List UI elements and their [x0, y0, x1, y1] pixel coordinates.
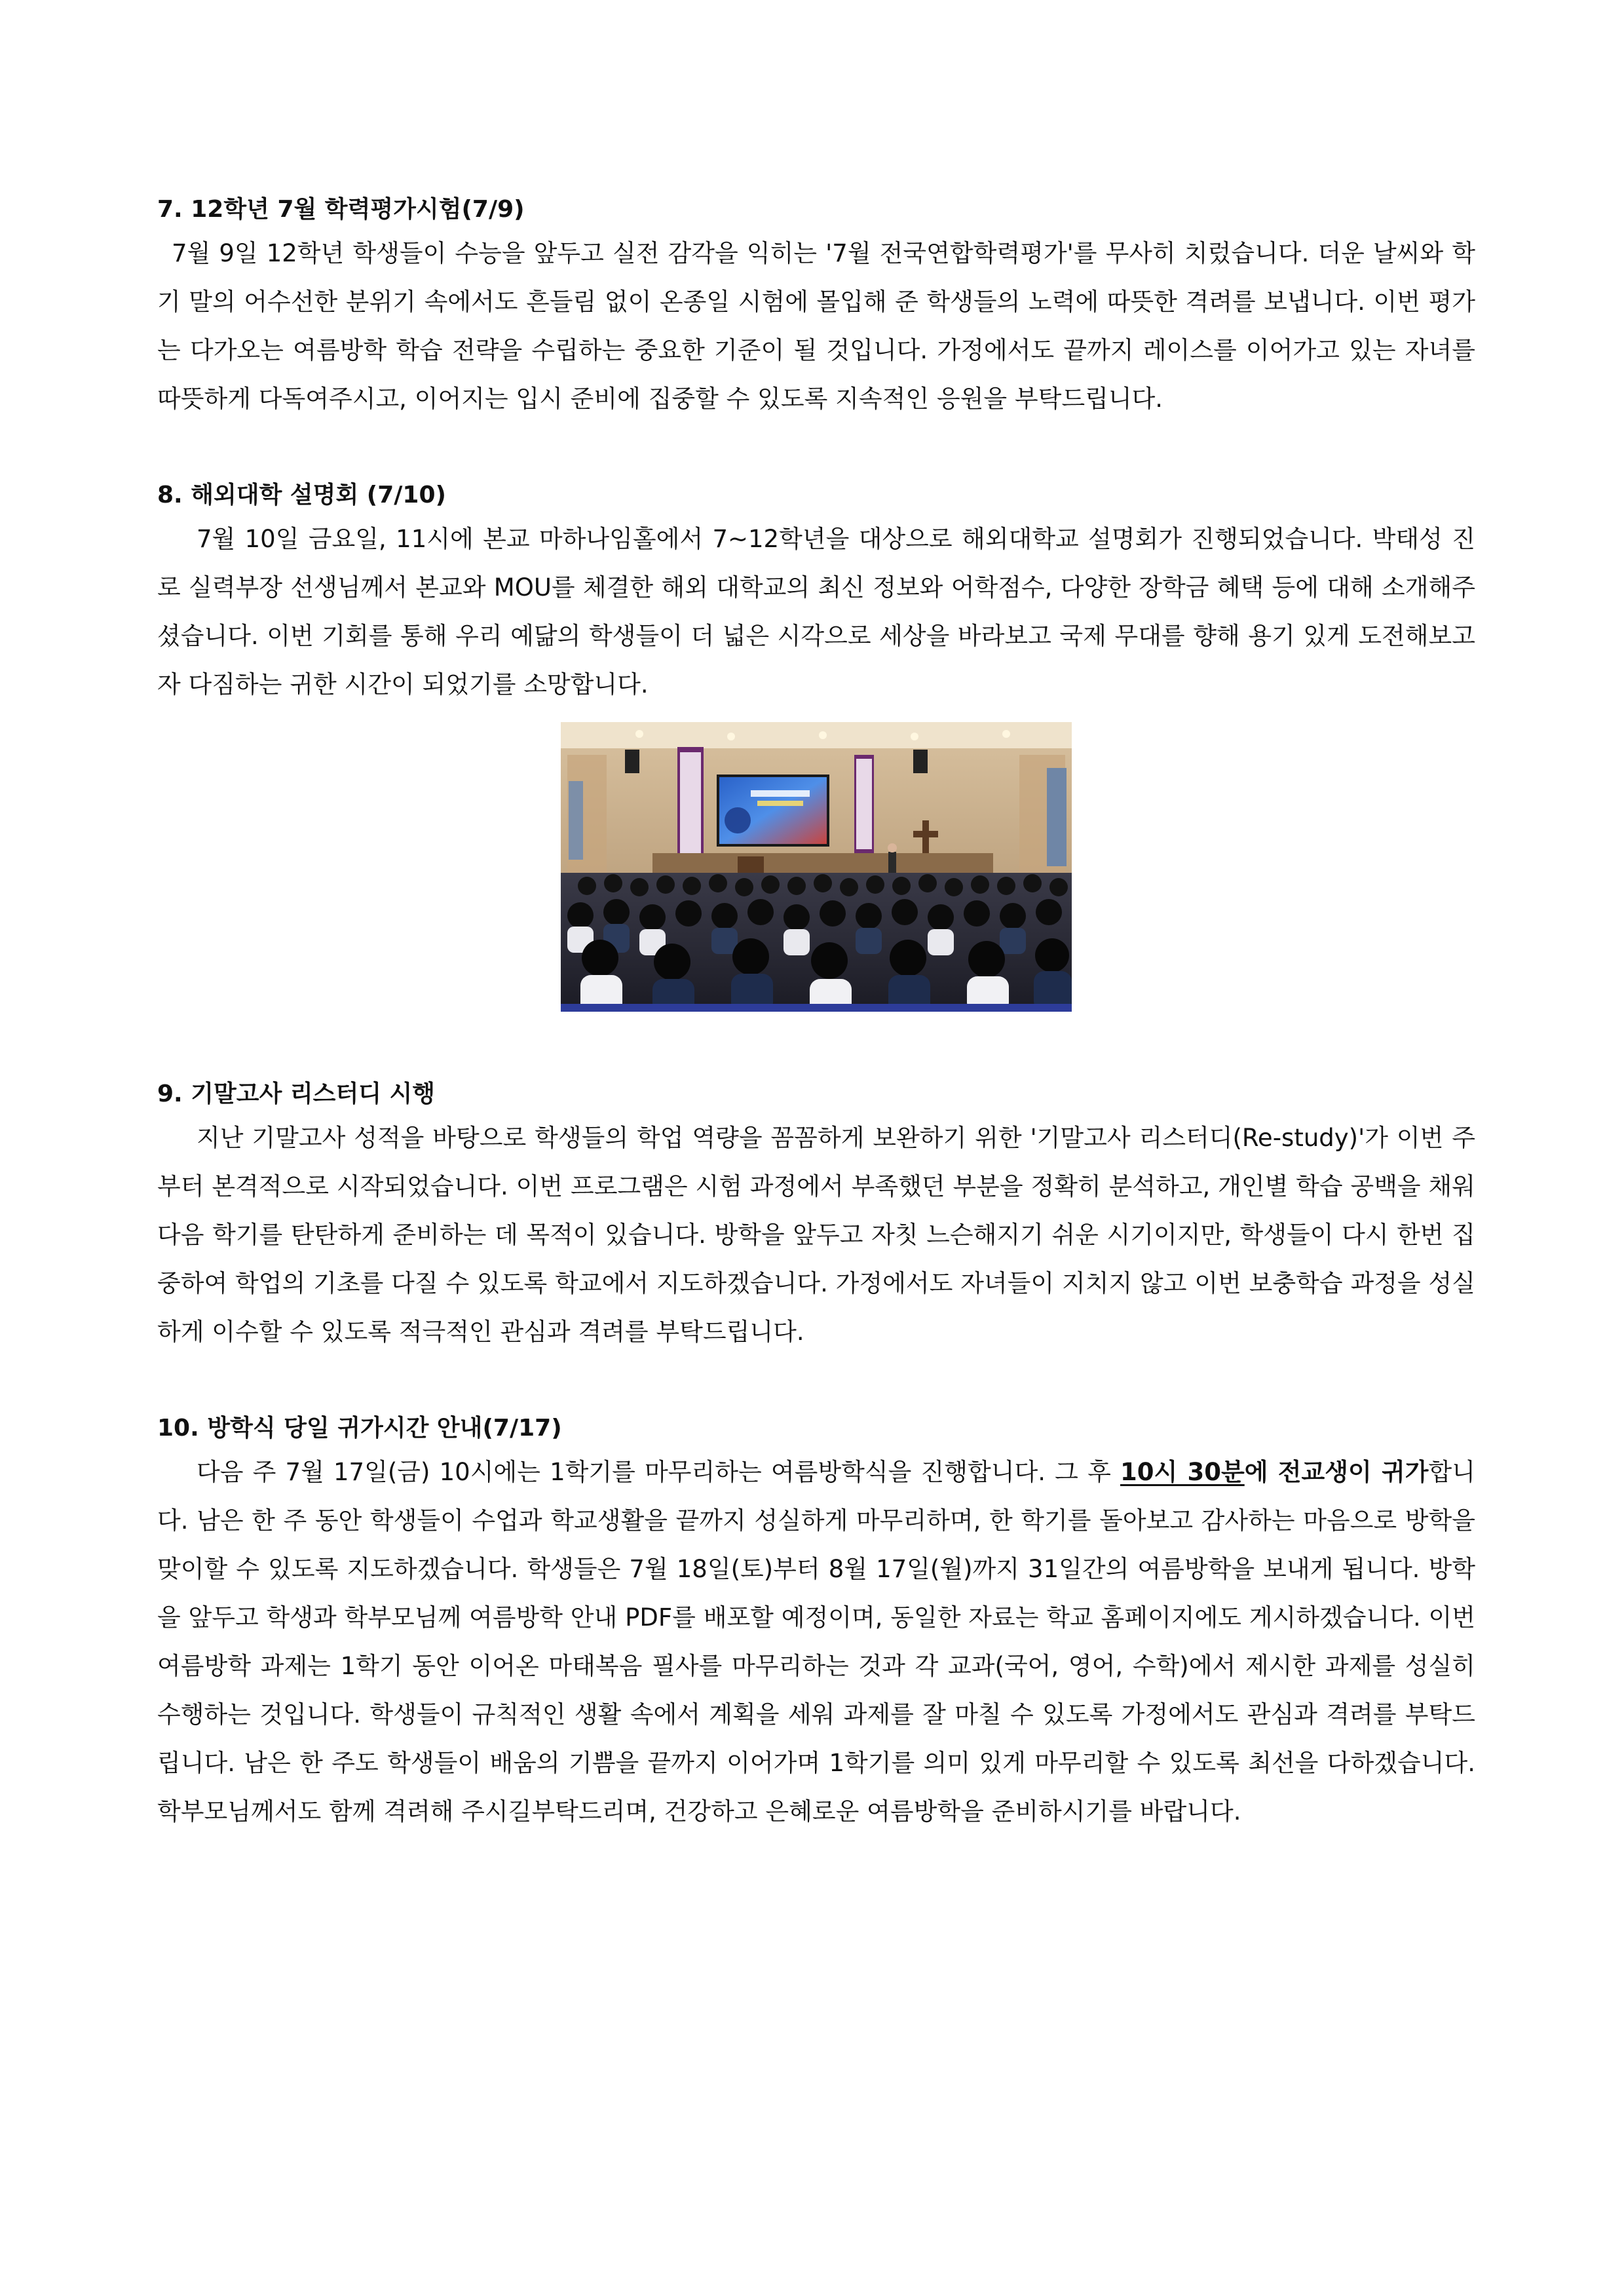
section-paragraph: 7월 9일 12학년 학생들이 수능을 앞두고 실전 감각을 익히는 '7월 전국연합학력평가'를 무사히 치렀습니다. 더운 날씨와 학기 말의 어수선한 분위기 속에서도 흔들림 없이 온종일 시험에 몰입해 준 학생들의 노력에 따뜻한 격려를 보냅니다. 이번 평가는 다가오는 여름방학 학습 전략을 수립하는 중요한 기준이 될 것입니다. 가정에서도 끝까지 레이스를 이어가고 있는 자녀를 따뜻하게 다독여주시고, 이어지는 입시 준비에 집중할 수 있도록 지속적인 응원을 부탁드립니다.: [157, 239, 1475, 413]
section-heading: 8. 해외대학 설명회 (7/10): [157, 482, 446, 508]
section-heading: 10. 방학식 당일 귀가시간 안내(7/17): [157, 1415, 562, 1442]
paragraph-text-before: 다음 주 7월 17일(금) 10시에는 1학기를 마무리하는 여름방학식을 진행합니다. 그 후: [197, 1458, 1120, 1486]
section-paragraph: [157, 1448, 1475, 1836]
section-10: [157, 1409, 1475, 1836]
section-8: [157, 476, 1475, 1012]
section-heading: 9. 기말고사 리스터디 시행: [157, 1081, 436, 1107]
section-heading: 7. 12학년 7월 학력평가시험(7/9): [157, 196, 525, 223]
section-9: [157, 1075, 1475, 1356]
section-paragraph: 7월 10일 금요일, 11시에 본교 마하나임홀에서 7~12학년을 대상으로 해외대학교 설명회가 진행되었습니다. 박태성 진로 실력부장 선생님께서 본교와 MOU를 체결한 해외 대학교의 최신 정보와 어학점수, 다양한 장학금 혜택 등에 대해 소개해주셨습니다. 이번 기회를 통해 우리 예닮의 학생들이 더 넓은 시각으로 세상을 바라보고 국제 무대를 향해 용기 있게 도전해보고자 다짐하는 귀한 시간이 되었기를 소망합니다.: [157, 525, 1475, 698]
paragraph-text-after: 합니다. 남은 한 주 동안 학생들이 수업과 학교생활을 끝까지 성실하게 마무리하며, 한 학기를 돌아보고 감사하는 마음으로 방학을 맞이할 수 있도록 지도하겠습니다. 학생들은 7월 18일(토)부터 8월 17일(월)까지 31일간의 여름방학을 보내게 됩니다. 방학을 앞두고 학생과 학부모님께 여름방학 안내 PDF를 배포할 예정이며, 동일한 자료는 학교 홈페이지에도 게시하겠습니다. 이번 여름방학 과제는 1학기 동안 이어온 마태복음 필사를 마무리하는 것과 각 교과(국어, 영어, 수학)에서 제시한 과제를 성실히 수행하는 것입니다. 학생들이 규칙적인 생활 속에서 계획을 세워 과제를 잘 마칠 수 있도록 가정에서도 관심과 격려를 부탁드립니다. 남은 한 주도 학생들이 배움의 기쁨을 끝까지 이어가며 1학기를 의미 있게 마무리할 수 있도록 최선을 다하겠습니다. 학부모님께서도 함께 격려해 주시길부탁드리며, 건강하고 은혜로운 여름방학을 준비하시기를 바랍니다.: [157, 1458, 1475, 1826]
seminar-photo: [561, 722, 1072, 1012]
document-page: [157, 190, 1475, 1888]
return-time-emphasis: 10시 30분에 전교생이 귀가: [1120, 1458, 1429, 1486]
section-paragraph: 지난 기말고사 성적을 바탕으로 학생들의 학업 역량을 꼼꼼하게 보완하기 위한 '기말고사 리스터디(Re-study)'가 이번 주부터 본격적으로 시작되었습니다. 이번 프로그램은 시험 과정에서 부족했던 부분을 정확히 분석하고, 개인별 학습 공백을 채워 다음 학기를 탄탄하게 준비하는 데 목적이 있습니다. 방학을 앞두고 자칫 느슨해지기 쉬운 시기이지만, 학생들이 다시 한번 집중하여 학업의 기초를 다질 수 있도록 학교에서 지도하겠습니다. 가정에서도 자녀들이 지치지 않고 이번 보충학습 과정을 성실하게 이수할 수 있도록 적극적인 관심과 격려를 부탁드립니다.: [157, 1124, 1475, 1346]
seminar-photo-image: [561, 722, 1072, 1012]
section-7: [157, 190, 1475, 423]
